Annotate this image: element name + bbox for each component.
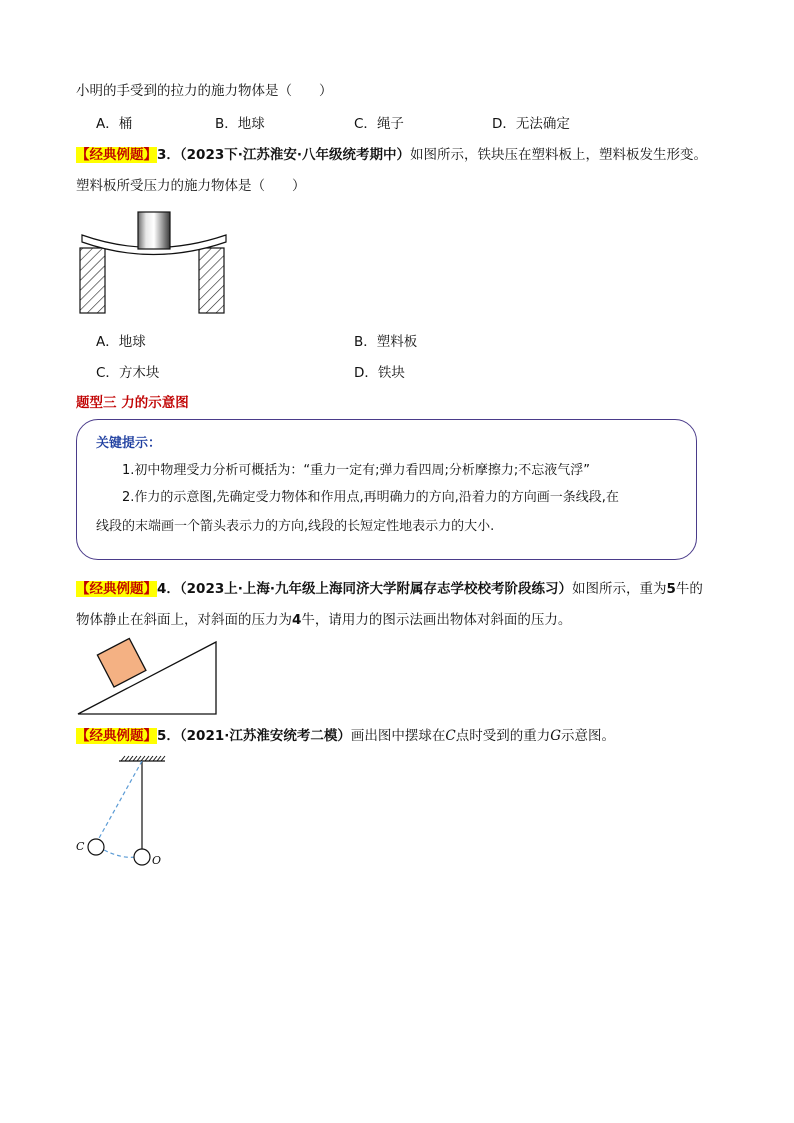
q2-option-c: C．绳子: [354, 116, 404, 132]
q2-stem: 小明的手受到的拉力的施力物体是（ ）: [76, 83, 333, 99]
tip-heading: 关键提示：: [96, 436, 162, 451]
q4-pressure: 4: [292, 612, 302, 628]
tip-line-2: 2.作力的示意图,先确定受力物体和作用点,再明确力的方向,沿着力的方向画一条线段,在: [122, 490, 619, 505]
label-o: O: [152, 854, 162, 867]
q4-weight: 5: [666, 581, 676, 597]
pendulum-string-dashed: [98, 761, 142, 840]
q2-option-d: D．无法确定: [492, 116, 570, 132]
q3-tag: 【经典例题】: [76, 147, 157, 163]
q5-line1: 【经典例题】5．（2021·江苏淮安统考二模）画出图中摆球在C点时受到的重力G示意图。: [76, 728, 615, 744]
block-on-incline: [97, 638, 146, 687]
q4-line1: 【经典例题】4．（2023上·上海·九年级上海同济大学附属存志学校校考阶段练习）如图所示，重为5牛的: [76, 581, 703, 597]
q3-option-c: C．方木块: [96, 365, 160, 381]
tip-line-3: 线段的末端画一个箭头表示力的方向,线段的长短定性地表示力的大小.: [96, 519, 495, 534]
q2-option-a: A．桶: [96, 116, 133, 132]
q3-option-a: A．地球: [96, 334, 146, 350]
tip-line-1: 1.初中物理受力分析可概括为：“重力一定有;弹力看四周;分析摩擦力;不忘液气浮”: [122, 463, 591, 478]
incline: [78, 642, 216, 714]
q3-figure-plastic-board: [76, 205, 236, 317]
q3-line1: [76, 146, 707, 164]
q3-number: 3．: [157, 147, 180, 163]
q4-figure-incline: [76, 638, 221, 718]
section-title: 题型三 力的示意图: [76, 395, 189, 411]
q2-option-b: B．地球: [215, 116, 265, 132]
right-support-block: [199, 248, 224, 313]
label-c: C: [76, 840, 85, 853]
q3-source: （2023下·江苏淮安·八年级统考期中）: [179, 147, 410, 163]
q3-stem2: 塑料板所受压力的施力物体是（ ）: [76, 178, 306, 194]
q5-point-c: C: [445, 728, 456, 744]
q5-force-g: G: [550, 728, 561, 744]
q5-source: （2021·江苏淮安统考二模）: [179, 728, 351, 744]
q5-number: 5．: [157, 728, 180, 744]
ball-at-o: [134, 849, 150, 865]
q4-tag: 【经典例题】: [76, 581, 157, 597]
q5-tag: 【经典例题】: [76, 728, 157, 744]
q4-source: （2023上·上海·九年级上海同济大学附属存志学校校考阶段练习）: [179, 581, 572, 597]
q3-option-d: D．铁块: [354, 365, 405, 381]
iron-block: [138, 212, 170, 249]
left-support-block: [80, 248, 105, 313]
q3-option-b: B．塑料板: [354, 334, 418, 350]
swing-arc-dashed: [104, 850, 136, 857]
q5-figure-pendulum: [74, 755, 174, 870]
ball-at-c: [88, 839, 104, 855]
q4-number: 4．: [157, 581, 180, 597]
q3-stem1: 如图所示，铁块压在塑料板上，塑料板发生形变。: [410, 147, 707, 163]
q4-line2: 物体静止在斜面上，对斜面的压力为4牛，请用力的图示法画出物体对斜面的压力。: [76, 612, 572, 628]
